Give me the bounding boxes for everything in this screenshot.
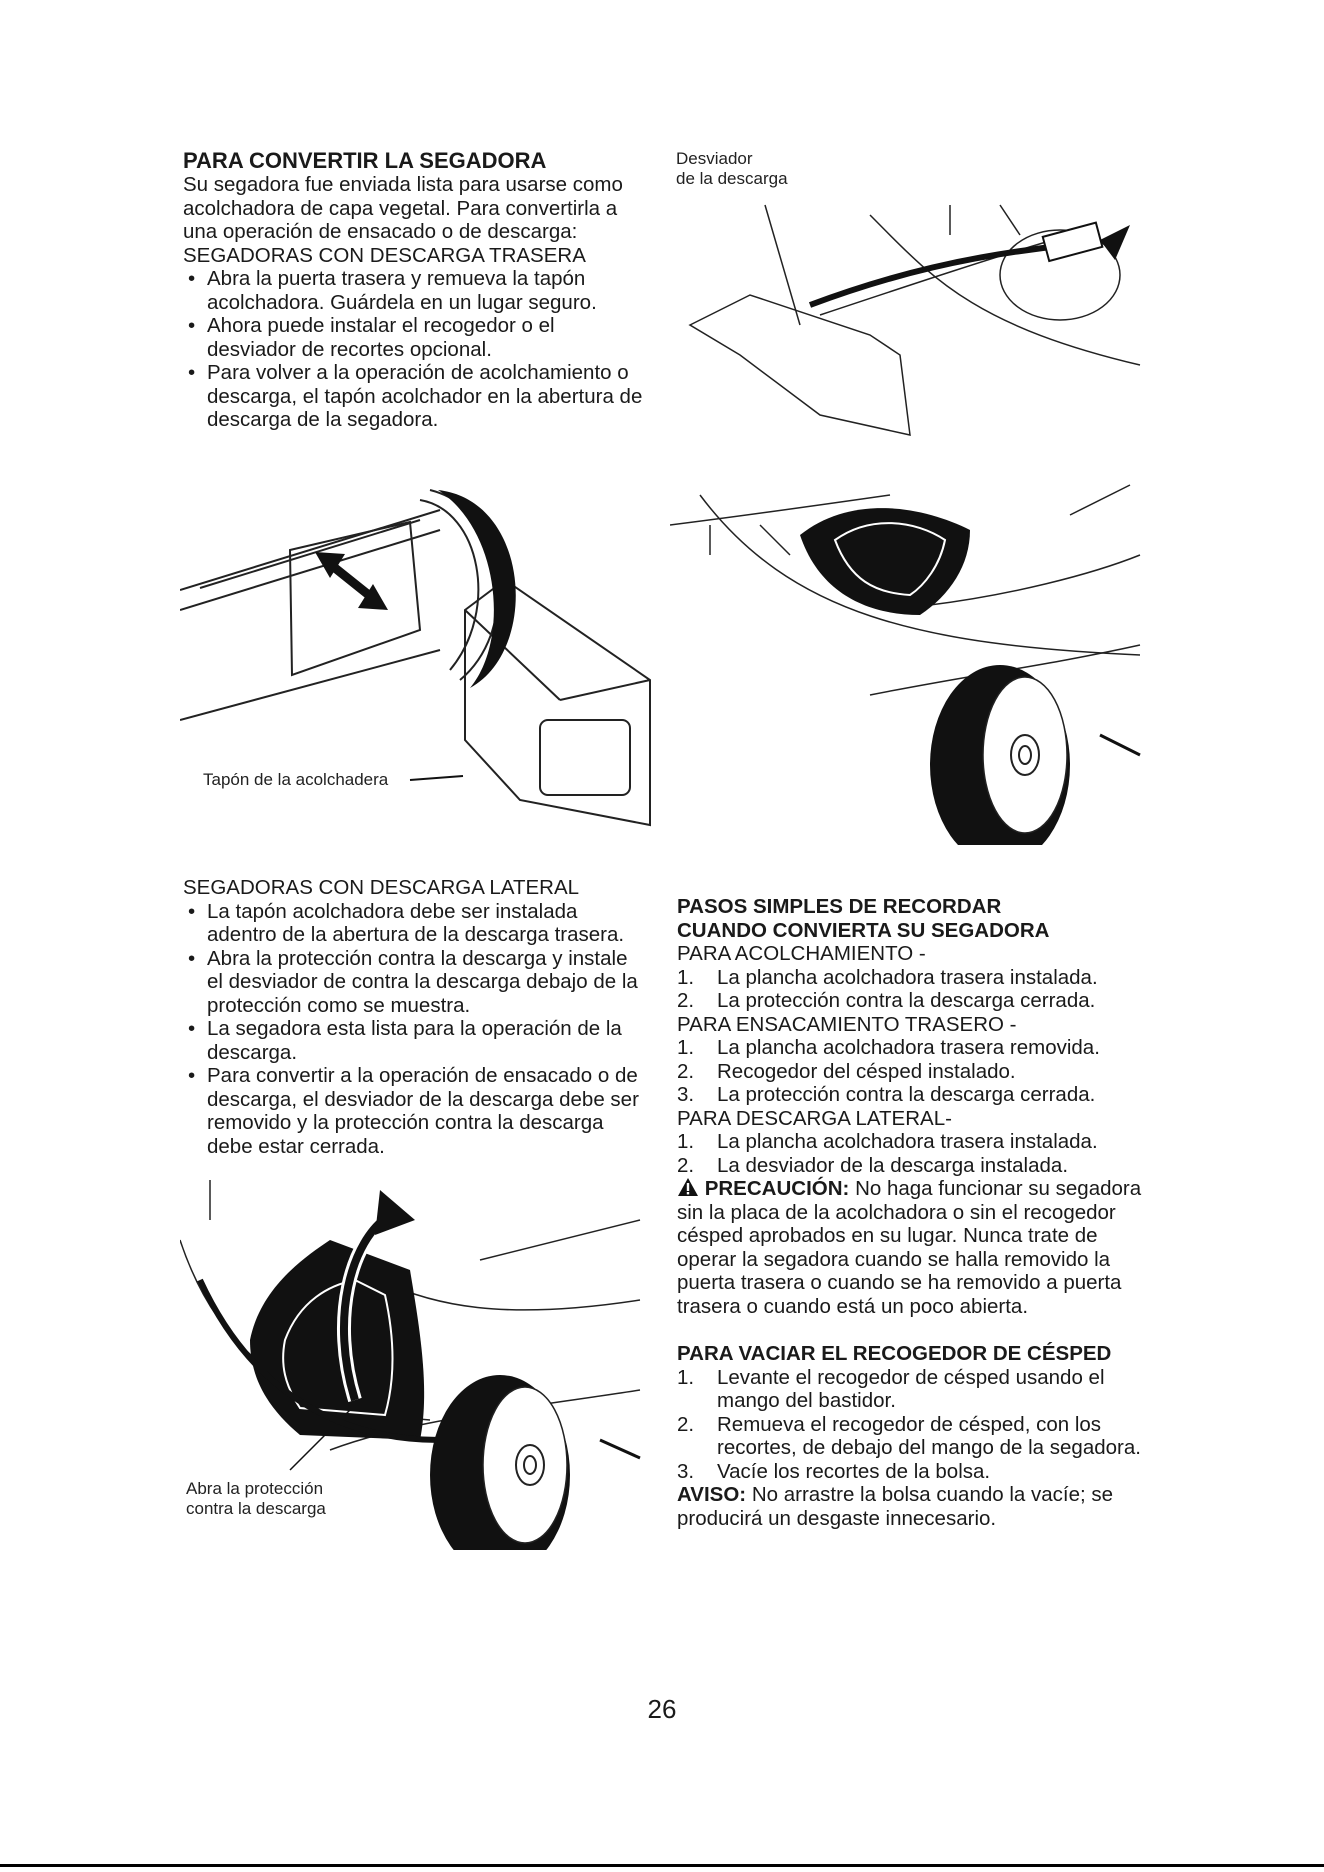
- double-arrow-icon: [315, 552, 388, 610]
- caution-text: No haga funcionar su segadora sin la placa de la acolchadora o sin el recogedor césped aprobados en su lugar. Nunca trate de operar la segadora cuando se halla removido la puerta trasera o cuando se ha removido a puerta trasera o cuando está un poco abierta.: [677, 1177, 1142, 1318]
- empty-steps: [677, 1366, 1152, 1484]
- arrow-icon: [1043, 223, 1130, 261]
- plug-label: Tapón de la acolchadera: [203, 770, 389, 789]
- list-item: 3. Vacíe los recortes de la bolsa.: [677, 1459, 991, 1483]
- caution-paragraph: [677, 1177, 1152, 1318]
- left-bottom-text: [183, 876, 643, 1158]
- bag-heading: PARA ENSACAMIENTO TRASERO -: [677, 1012, 1017, 1036]
- list-item: 1. Levante el recogedor de césped usando el mango del bastidor.: [677, 1365, 1105, 1412]
- list-item: 1. La plancha acolchadora trasera removida.: [677, 1036, 1100, 1059]
- list-item: 1. La plancha acolchadora trasera instalada.: [677, 965, 1098, 989]
- list-item: • Ahora puede instalar el recogedor o el desviador de recortes opcional.: [183, 314, 643, 361]
- list-item: 2. La protección contra la descarga cerrada.: [677, 989, 1096, 1012]
- list-item: 1. La plancha acolchadora trasera instalada.: [677, 1130, 1098, 1153]
- deflector-label-2: de la descarga: [676, 169, 788, 188]
- bottom-rule: [0, 1864, 1324, 1867]
- steps-heading-1: PASOS SIMPLES DE RECORDAR: [677, 895, 1002, 918]
- notice-text: No arrastre la bolsa cuando la vacíe; se producirá un desgaste innecesario.: [677, 1483, 1114, 1530]
- warning-icon: [677, 1177, 699, 1197]
- page-number: 26: [647, 1694, 677, 1724]
- list-item: 3. La protección contra la descarga cerrada.: [677, 1083, 1096, 1106]
- list-item: 2. Recogedor del césped instalado.: [677, 1059, 1016, 1083]
- list-item: • La segadora esta lista para la operación de la descarga.: [183, 1017, 643, 1064]
- list-item: • Abra la protección contra la descarga y instale el desviador de contra la descarga debajo de la protección como se muestra.: [183, 947, 643, 1018]
- open-guard-label-2: contra la descarga: [186, 1499, 326, 1518]
- open-guard-label-1: Abra la protección: [186, 1479, 324, 1498]
- intro-paragraph: Su segadora fue enviada lista para usarse como acolchadora de capa vegetal. Para convertirla a una operación de ensacado o de descarga:: [183, 173, 623, 243]
- rear-discharge-heading: SEGADORAS CON DESCARGA TRASERA: [183, 243, 586, 267]
- steps-heading-2: CUANDO CONVIERTA SU SEGADORA: [677, 918, 1050, 942]
- list-item: 2. Remueva el recogedor de césped, con los recortes, de debajo del mango de la segadora.: [677, 1412, 1141, 1459]
- right-text: [677, 895, 1152, 1530]
- caution-label: PRECAUCIÓN:: [704, 1177, 850, 1200]
- mulch-heading: PARA ACOLCHAMIENTO -: [677, 942, 926, 965]
- bag-steps: [677, 1036, 1152, 1107]
- list-item: 2. La desviador de la descarga instalada.: [677, 1153, 1069, 1177]
- side-discharge-bullets: [183, 900, 643, 1159]
- list-item: • Para volver a la operación de acolchamiento o descarga, el tapón acolchador en la abertura de descarga de la segadora.: [183, 361, 643, 432]
- list-item: • Para convertir a la operación de ensacado o de descarga, el desviador de la descarga debe ser removido y la protección contra la descarga debe estar cerrada.: [183, 1064, 643, 1158]
- wheel-icon: [930, 665, 1070, 845]
- empty-bag-heading: PARA VACIAR EL RECOGEDOR DE CÉSPED: [677, 1342, 1112, 1365]
- left-top-text: [183, 148, 643, 432]
- section-title-convert: PARA CONVERTIR LA SEGADORA: [183, 148, 547, 173]
- side-steps: [677, 1130, 1152, 1177]
- side-discharge-heading: SEGADORAS CON DESCARGA LATERAL: [183, 876, 580, 899]
- list-item: • Abra la puerta trasera y remueva la tapón acolchadora. Guárdela en un lugar seguro.: [183, 267, 643, 314]
- deflector-label-1: Desviador: [676, 149, 753, 168]
- notice-label: AVISO:: [677, 1483, 747, 1506]
- mulch-plug-illustration: [180, 470, 660, 860]
- deflector-illustration: [670, 195, 1150, 845]
- notice-paragraph: [677, 1483, 1152, 1530]
- mulch-steps: [677, 966, 1152, 1013]
- list-item: • La tapón acolchadora debe ser instalada adentro de la abertura de la descarga trasera.: [183, 900, 643, 947]
- rear-discharge-bullets: [183, 267, 643, 432]
- wheel-icon: [430, 1375, 570, 1550]
- side-discharge-steps-heading: PARA DESCARGA LATERAL-: [677, 1106, 952, 1130]
